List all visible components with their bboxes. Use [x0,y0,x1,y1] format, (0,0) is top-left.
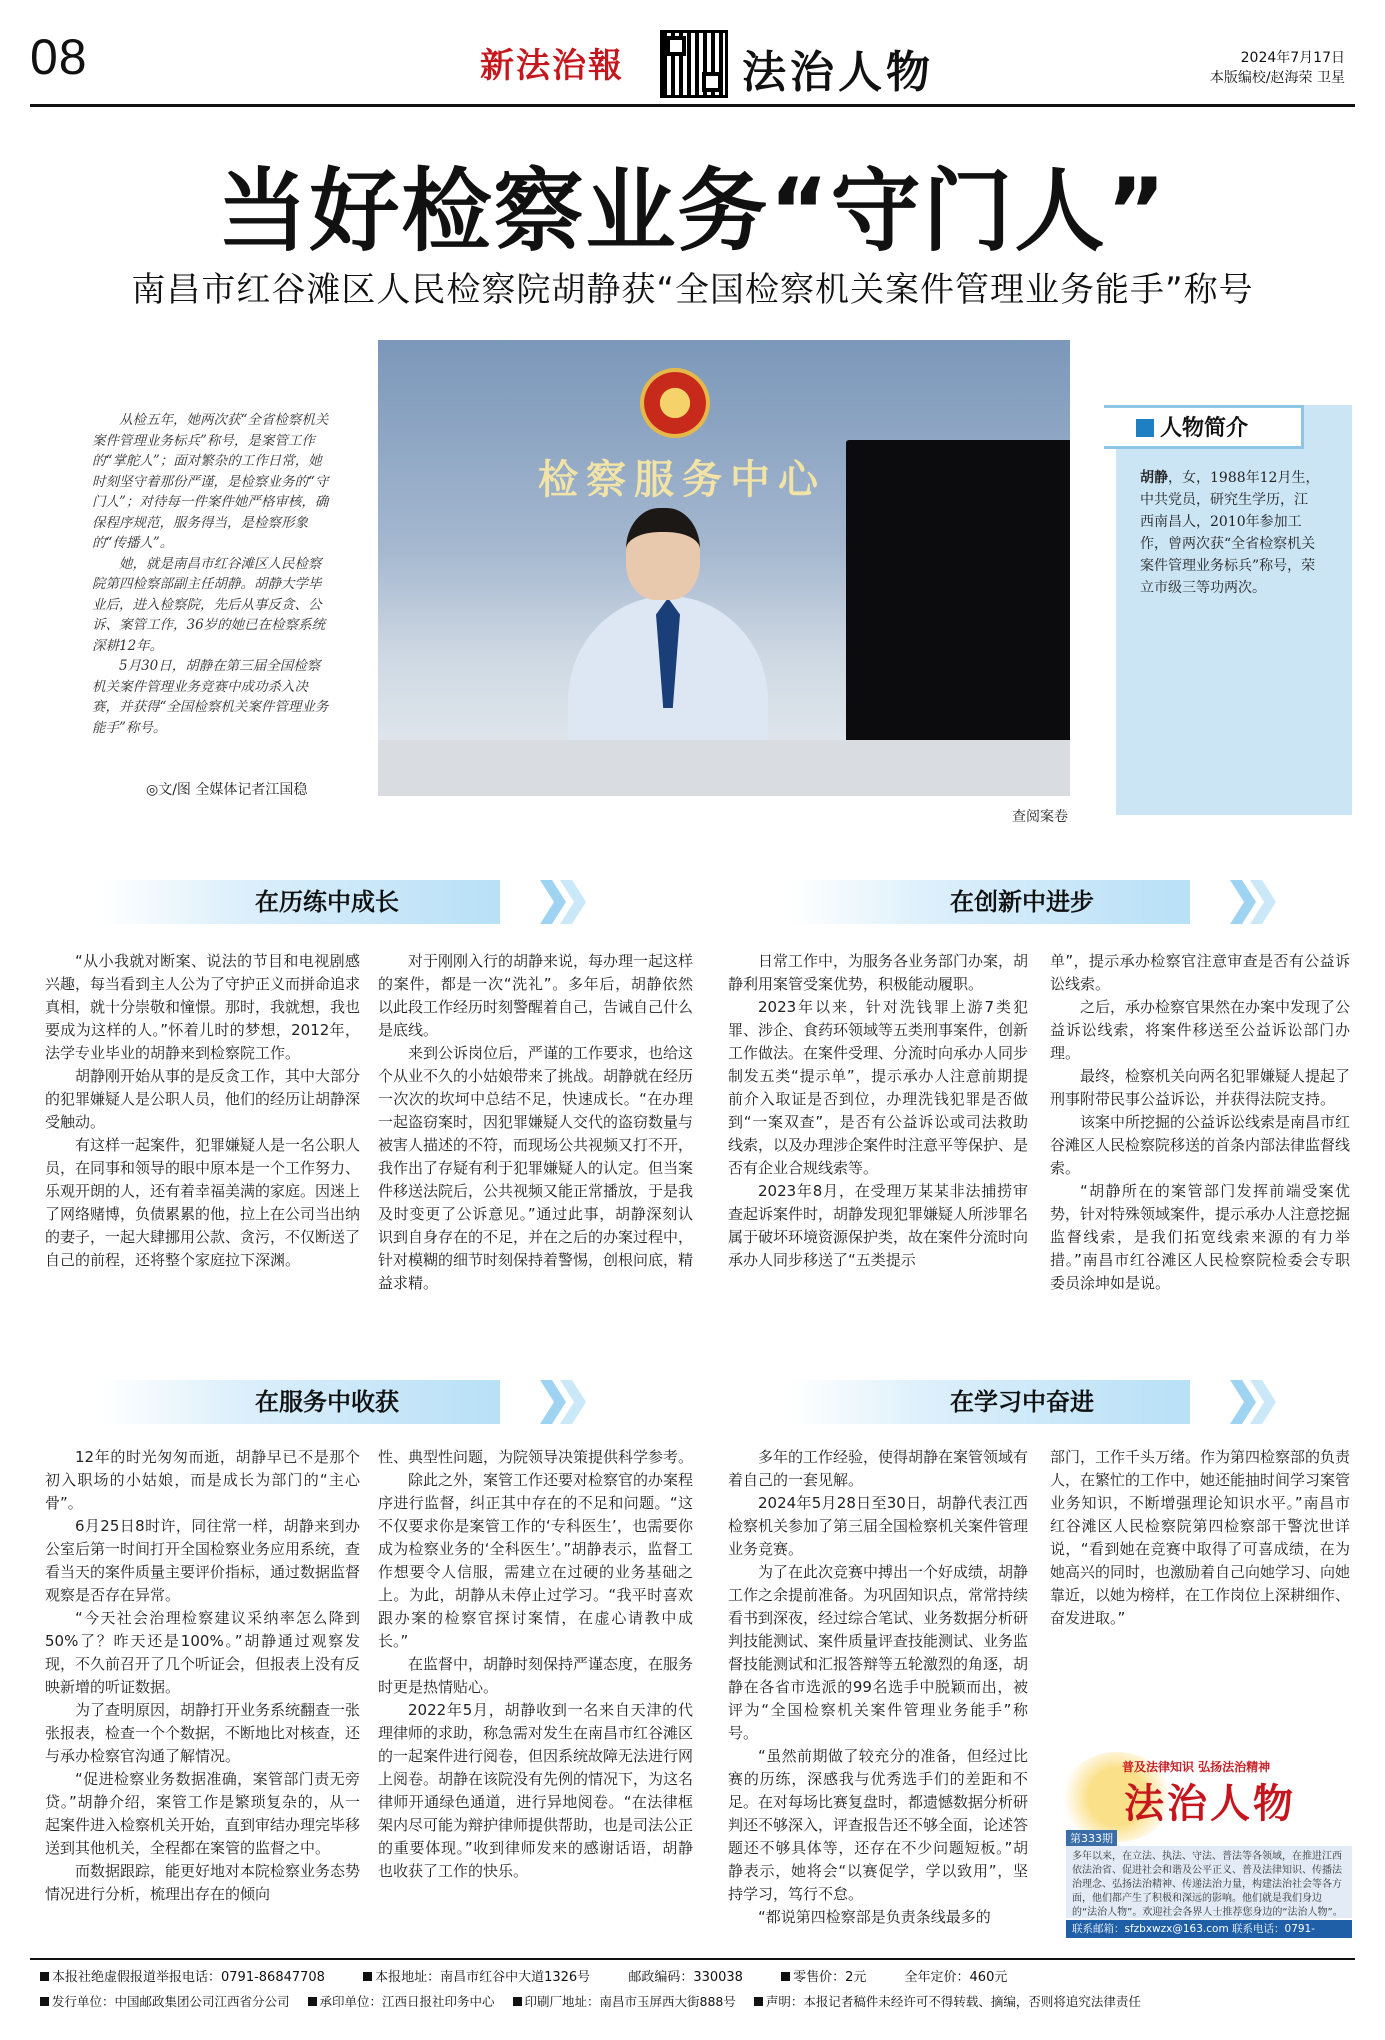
paragraph: 为了在此次竞赛中搏出一个好成绩，胡静工作之余提前准备。为巩固知识点，常常持续看书到深夜，经过综合笔试、业务数据分析研判技能测试、案件质量评查技能测试、业务监督技能测试和汇报答辩等五轮激烈的角逐，胡静在各省市选派的99名选手中脱颖而出，被评为“全国检察机关案件管理业务能手”称号。 [728,1563,1029,1742]
photo-sign: 检察服务中心 [538,456,826,503]
paragraph: 日常工作中，为服务各业务部门办案，胡静利用案管受案优势，积极能动履职。 [728,952,1029,993]
section-header [100,880,520,924]
profile-name: 胡静 [1140,470,1168,486]
profile-box [1116,405,1352,815]
section-header [100,1380,520,1424]
article-column [728,950,1028,1272]
article-column [1050,1446,1350,1630]
lead-paragraph: 她，就是南昌市红谷滩区人民检察院第四检察部副主任胡静。胡静大学毕业后，进入检察院，先后从事反贪、公诉、案管工作，36岁的她已在检察系统深耕12年。 [92,555,326,654]
editors: 本版编校/赵海荣 卫星 [1209,70,1345,86]
promo-title: 法治人物 [1124,1780,1296,1827]
article-column [378,1446,693,1883]
subheadline: 南昌市红谷滩区人民检察院胡静获“全国检察机关案件管理业务能手”称号 [131,270,1254,310]
profile-title-text: 人物简介 [1160,416,1249,441]
article-column [378,950,693,1295]
article-column [45,950,360,1272]
footer-item: 全年定价：460元 [904,1970,1008,1985]
paragraph: 有这样一起案件，犯罪嫌疑人是一名公职人员，在同事和领导的眼中原本是一个工作努力、乐观开朗的人，还有着幸福美满的家庭。因迷上了网络赌博，负债累累的他，拉上在公司当出纳的妻子，一起大肆挪用公款、贪污，不仅断送了自己的前程，还将整个家庭拉下深渊。 [45,1136,361,1269]
paragraph: 2022年5月，胡静收到一名来自天津的代理律师的求助，称急需对发生在南昌市红谷滩区的一起案件进行阅卷，但因系统故障无法进行网上阅卷。胡静在该院没有先例的情况下，为这名律师开通绿色通道，进行异地阅卷。“在法律框架内尽可能为辩护律师提供帮助，也是司法公正的重要体现。”收到律师发来的感谢话语，胡静也收获了工作的快乐。 [378,1701,694,1880]
lead-paragraph: 5月30日，胡静在第三届全国检察机关案件管理业务竞赛中成功杀入决赛，并获得“全国检察机关案件管理业务能手”称号。 [92,658,329,736]
paragraph: “今天社会治理检察建议采纳率怎么降到50%了？昨天还是100%。”胡静通过观察发现，不久前召开了几个听证会，但报表上没有反映新增的听证数据。 [45,1609,361,1696]
footer-item: 承印单位：江西日报社印务中心 [308,1994,495,2009]
promo-issue: 第333期 [1066,1830,1117,1846]
paragraph: 最终，检察机关向两名犯罪嫌疑人提起了刑事附带民事公益诉讼，并获得法院支持。 [1050,1067,1351,1108]
paragraph: “胡静所在的案管部门发挥前端受案优势，针对特殊领域案件，提示承办人注意挖掘监督线索，是我们拓宽线索来源的有力举措。”南昌市红谷滩区人民检察院检委会专职委员涂坤如是说。 [1050,1182,1351,1292]
paragraph: 在监督中，胡静时刻保持严谨态度，在服务时更是热情贴心。 [378,1655,694,1696]
paragraph: 为了查明原因，胡静打开业务系统翻查一张张报表，检查一个个数据，不断地比对核查，还与承办检察官沟通了解情况。 [45,1701,361,1765]
footer-row [40,1966,1041,1985]
profile-body: ，女，1988年12月生，中共党员，研究生学历，江西南昌人，2010年参加工作，曾两次获“全省检察机关案件管理业务标兵”称号，荣立市级三等功两次。 [1140,470,1320,596]
footer-item: 本报社绝虚假报道举报电话：0791-86847708 [40,1970,325,1985]
article-column [728,1446,1028,1929]
paragraph: 除此之外，案管工作还要对检察官的办案程序进行监督，纠正其中存在的不足和问题。“这不仅要求你是案管工作的‘专科医生’，也需要你成为检察业务的‘全科医生’。”胡静表示，监督工作想要令人信服，需建立在过硬的业务基础之上。为此，胡静从未停止过学习。“我平时喜欢跟办案的检察官探讨案情，在虚心请教中成长。” [378,1471,694,1650]
section-header [790,880,1210,924]
paragraph: 单”，提示承办检察官注意审查是否有公益诉讼线索。 [1050,952,1350,993]
promo-box [1062,1752,1356,1953]
paragraph: 2023年以来，针对洗钱罪上游7类犯罪、涉企、食药环领域等五类刑事案件，创新工作做法。在案件受理、分流时向承办人同步制发五类“提示单”，提示承办人注意前期提前介入取证是否到位，办理洗钱犯罪是否做到“一案双查”，是否有公益诉讼或司法救助线索，以及办理涉企案件时注意平等保护、是否有企业合规线索等。 [728,998,1029,1177]
footer-item: 声明：本报记者稿件未经许可不得转载、摘编，否则将追究法律责任 [754,1994,1141,2009]
footer-item: 零售价：2元 [781,1970,866,1985]
computer-monitor [846,440,1070,748]
footer-item: 邮政编码：330038 [628,1970,743,1985]
footer-rule [30,1958,1355,1960]
section-header-text: 在服务中收获 [255,1388,399,1416]
section-header-text: 在历练中成长 [255,888,399,916]
issue-date: 2024年7月17日 [1240,50,1345,66]
chevron-right-icon [1230,1380,1290,1424]
paragraph: 2024年5月28日至30日，胡静代表江西检察机关参加了第三届全国检察机关案件管理业务竞赛。 [728,1494,1029,1558]
section-header [790,1380,1210,1424]
paragraph: 之后，承办检察官果然在办案中发现了公益诉讼线索，将案件移送至公益诉讼部门办理。 [1050,998,1351,1062]
section-header-text: 在创新中进步 [950,888,1094,916]
paragraph: 来到公诉岗位后，严谨的工作要求，也给这个从业不久的小姑娘带来了挑战。胡静就在经历一次次的坎坷中总结不足，快速成长。“在办理一起盗窃案时，因犯罪嫌疑人交代的盗窃数量与被害人描述的不符，而现场公共视频又打不开，我作出了存疑有利于犯罪嫌疑人的认定。但当案件移送法院后，公共视频又能正常播放，于是我及时变更了公诉意见。”通过此事，胡静深刻认识到自身存在的不足，并在之后的办案过程中，针对模糊的细节时刻保持着警惕，创根问底，精益求精。 [378,1044,694,1292]
footer-row [40,1992,1141,2010]
profile-title [1136,411,1248,442]
paragraph: 胡静刚开始从事的是反贪工作，其中大部分的犯罪嫌疑人是公职人员，他们的经历让胡静深受触动。 [45,1067,361,1131]
chevron-right-icon [540,1380,600,1424]
byline: ◎文/图 全媒体记者江国稳 [146,782,308,798]
paragraph: 2023年8月，在受理万某某非法捕捞审查起诉案件时，胡静发现犯罪嫌疑人所涉罪名属于破坏环境资源保护类，故在案件分流时向承办人同步移送了“五类提示 [728,1182,1029,1269]
desk [378,740,1070,796]
paragraph: 多年的工作经验，使得胡静在案管领域有着自己的一套见解。 [728,1448,1029,1489]
paragraph: “促进检察业务数据准确，案管部门责无旁贷。”胡静介绍，案管工作是繁琐复杂的，从一起案件进入检察机关开始，直到审结办理完毕移送到其他机关，全程都在案管的监督之中。 [45,1770,361,1857]
emblem-icon [640,368,710,438]
paragraph: 性、典型性问题，为院领导决策提供科学参考。 [378,1448,694,1466]
header-rule [30,104,1355,107]
promo-slogan: 普及法律知识 弘扬法治精神 [1122,1760,1271,1774]
chevron-right-icon [1230,880,1290,924]
paragraph: 部门，工作千头万绪。作为第四检察部的负责人，在繁忙的工作中，她还能抽时间学习案管业务知识，不断增强理论知识水平。”南昌市红谷滩区人民检察院第四检察部干警沈世详说，“看到她在竞赛中取得了可喜成绩，在为她高兴的同时，也激励着自己向她学习、向她靠近，以她为榜样，在工作岗位上深耕细作、奋发进取。” [1050,1448,1351,1627]
profile-text [1140,467,1320,599]
paragraph: 而数据跟踪，能更好地对本院检察业务态势情况进行分析，梳理出存在的倾向 [45,1862,361,1903]
paragraph: 12年的时光匆匆而逝，胡静早已不是那个初入职场的小姑娘，而是成长为部门的“主心骨”。 [45,1448,360,1512]
section-header-text: 在学习中奋进 [950,1388,1094,1416]
chevron-right-icon [540,880,600,924]
paragraph: “都说第四检察部是负责条线最多的 [758,1908,991,1926]
page-number: 08 [30,29,88,85]
lead-paragraph: 从检五年，她两次获“全省检察机关案件管理业务标兵”称号，是案管工作的“掌舵人”；面对繁杂的工作日常，她时刻坚守着那份严谨，是检察业务的“守门人”；对待每一件案件她严格审核，确保程序规范，服务得当，是检察形象的“传播人”。 [92,412,329,551]
section-title: 法治人物 [742,47,934,98]
article-column [45,1446,360,1906]
paragraph: 该案中所挖掘的公益诉讼线索是南昌市红谷滩区人民检察院移送的首条内部法律监督线索。 [1050,1113,1351,1177]
paragraph: 6月25日8时许，同往常一样，胡静来到办公室后第一时间打开全国检察业务应用系统，查看当天的案件质量主要评价指标，通过数据监督观察是否存在异常。 [45,1517,361,1604]
paragraph: “虽然前期做了较充分的准备，但经过比赛的历练，深感我与优秀选手们的差距和不足。在对每场比赛复盘时，都遗憾数据分析研判还不够深入，评查报告还不够全面，论述答题还不够具体等，还存在不少问题短板。”胡静表示，她将会“以赛促学，学以致用”，坚持学习，笃行不怠。 [728,1747,1029,1903]
promo-contact: 联系邮箱：sfzbxwzx@163.com 联系电话：0791-86847870 [1066,1920,1352,1938]
qr-code-icon [660,30,728,98]
lead-paragraphs [92,410,332,738]
article-photo [378,340,1070,796]
footer-item: 发行单位：中国邮政集团公司江西省分公司 [40,1994,290,2009]
promo-text: 多年以来，在立法、执法、守法、普法等各领域，在推进江西依法治省、促进社会和谐及公平正义、普及法律知识、传播法治理念、弘扬法治精神、传递法治力量，构建法治社会等各方面，他们都产生了积极和深远的影响。他们就是我们身边的“法治人物”。欢迎社会各界人士推荐您身边的“法治人物”。 [1066,1846,1352,1918]
paragraph: 对于刚刚入行的胡静来说，每办理一起这样的案件，都是一次“洗礼”。多年后，胡静依然以此段工作经历时刻警醒着自己，告诫自己什么是底线。 [378,952,694,1039]
article-column [1050,950,1350,1295]
paragraph: “从小我就对断案、说法的节目和电视剧感兴趣，每当看到主人公为了守护正义而拼命追求真相，就十分崇敬和憧憬。那时，我就想，我也要成为这样的人。”怀着儿时的梦想，2012年，法学专业毕业的胡静来到检察院工作。 [45,952,361,1062]
square-icon [1136,419,1154,437]
footer-item: 本报地址：南昌市红谷中大道1326号 [363,1970,590,1985]
newspaper-logo: 新法治報 [480,46,624,86]
photo-caption: 查阅案卷 [1012,809,1068,825]
dateline [1210,48,1345,88]
footer-item: 印刷厂地址：南昌市玉屏西大街888号 [513,1994,736,2009]
headline: 当好检察业务“守门人” [217,159,1168,264]
